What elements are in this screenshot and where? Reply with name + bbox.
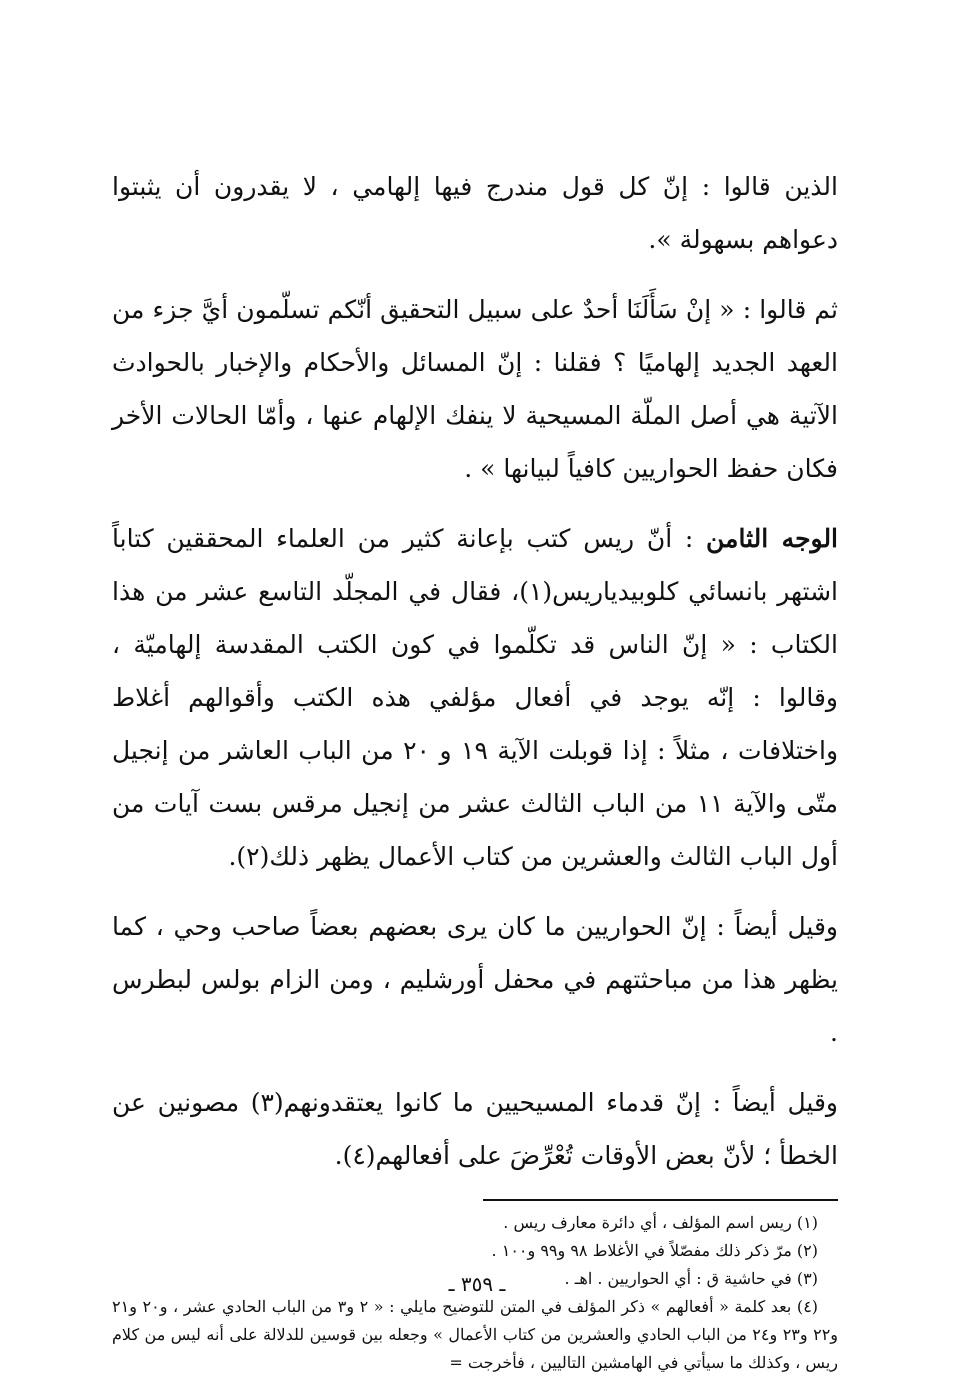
paragraph-1: الذين قالوا : إنّ كل قول مندرج فيها إلهامي ، لا يقدرون أن يثبتوا دعواهم بسهولة ». xyxy=(112,172,838,254)
paragraph-4: وقيل أيضاً : إنّ الحواريين ما كان يرى بعضهم بعضاً صاحب وحي ، كما يظهر هذا من مباحثتهم في محفل أورشليم ، ومن الزام بولس لبطرس . xyxy=(112,912,838,1047)
footnote-4: (٤) بعد كلمة « أفعالهم » ذكر المؤلف في المتن للتوضيح مايلي : « ٢ و٣ من الباب الحادي عشر ، و٢٠ و٢١ و٢٢ و٢٣ و٢٤ من الباب الحادي والعشرين من كتاب الأعمال » وجعله بين قوسين للدلالة على أنه ليس من كلام ريس ، وكذلك ما سيأتي في الهامشين التاليين ، فأخرجت = xyxy=(112,1297,839,1372)
paragraph-2: ثم قالوا : « إنْ سَأَلَنَا أحدٌ على سبيل التحقيق أنّكم تسلّمون أيَّ جزء من العهد الجديد إلهاميًا ؟ فقلنا : إنّ المسائل والأحكام والإخبار بالحوادث الآتية هي أصل الملّة المسيحية لا ينفك الإلهام عنها ، وأمّا الحالات الأخر فكان حفظ الحواريين كافياً لبيانها » . xyxy=(112,295,838,483)
footnote-divider xyxy=(483,1199,838,1201)
paragraph-5: وقيل أيضاً : إنّ قدماء المسيحيين ما كانوا يعتقدونهم(٣) مصونين عن الخطأ ؛ لأنّ بعض الأوقات تُعْرِّضَ على أفعالهم(٤). xyxy=(112,1088,838,1170)
page-number-text: ـ ٣٥٩ ـ xyxy=(448,1272,506,1296)
paragraph-3-heading: الوجه الثامن xyxy=(706,524,839,553)
footnote-3: (٣) في حاشية ق : أي الحواريين . اهـ . xyxy=(564,1269,818,1288)
page-number xyxy=(0,1272,954,1296)
footnote-2: (٢) مرّ ذكر ذلك مفصّلاً في الأغلاط ٩٨ و٩٩ و١٠٠ . xyxy=(491,1241,818,1260)
paragraph-3 xyxy=(112,512,838,883)
footnote-1: (١) ريس اسم المؤلف ، أي دائرة معارف ريس . xyxy=(503,1213,818,1232)
page-body xyxy=(112,160,838,1377)
paragraph-3-text: : أنّ ريس كتب بإعانة كثير من العلماء المحققين كتاباً اشتهر بانسائي كلوبيدياريس(١)، فقال في المجلّد التاسع عشر من هذا الكتاب : « إنّ الناس قد تكلّموا في كون الكتب المقدسة إلهاميّة ، وقالوا : إنّه يوجد في أفعال مؤلفي هذه الكتب وأقوالهم أغلاط واختلافات ، مثلاً : إذا قوبلت الآية ١٩ و ٢٠ من الباب العاشر من إنجيل متّى والآية ١١ من الباب الثالث عشر من إنجيل مرقس بست آيات من أول الباب الثالث والعشرين من كتاب الأعمال يظهر ذلك(٢). xyxy=(112,524,839,871)
